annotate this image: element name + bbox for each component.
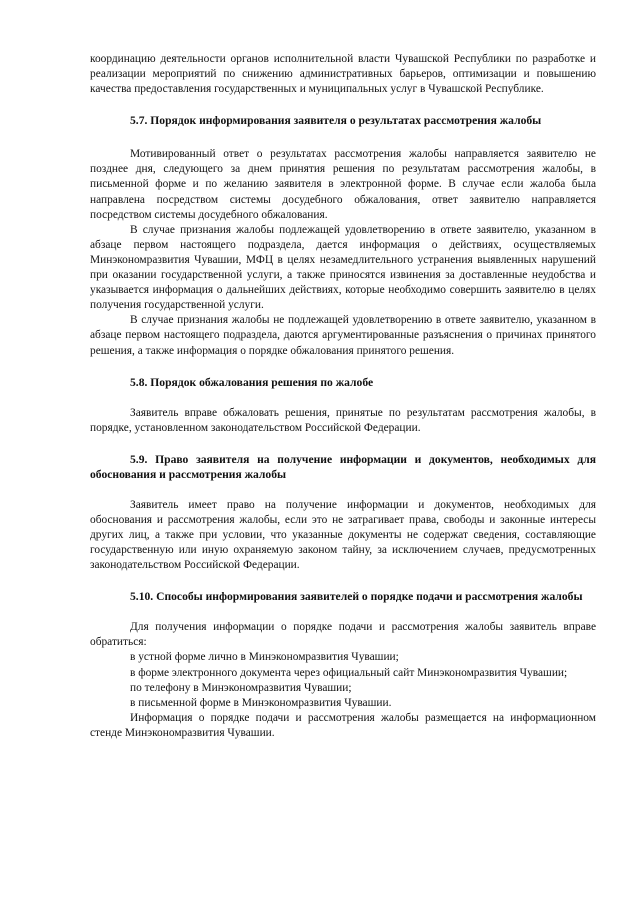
document-page: [90, 52, 596, 741]
section-5-7-paragraph-2: В случае признания жалобы подлежащей удовлетворению в ответе заявителю, указанном в абзаце первом настоящего подраздела, дается информация о действиях, осуществляемых Минэкономразвития Чувашии, МФЦ в целях незамедлительного устранения выявленных нарушений при оказании государственной услуги, а также приносятся извинения за доставленные неудобства и указывается информация о дальнейших действиях, которые необходимо совершить заявителю в целях получения государственной услуги.: [90, 223, 596, 312]
section-5-9-heading: 5.9. Право заявителя на получение информации и документов, необходимых для обоснования и рассмотрения жалобы: [90, 452, 596, 481]
section-5-10-paragraph-1: Для получения информации о порядке подачи и рассмотрения жалобы заявитель вправе обратиться:: [90, 621, 596, 649]
list-item: по телефону в Минэкономразвития Чувашии;: [130, 681, 352, 694]
section-5-8-paragraph-1: Заявитель вправе обжаловать решения, принятые по результатам рассмотрения жалобы, в порядке, установленном законодательством Российской Федерации.: [90, 406, 596, 434]
list-item: в устной форме лично в Минэкономразвития Чувашии;: [130, 651, 399, 664]
section-5-8-heading: 5.8. Порядок обжалования решения по жалобе: [130, 375, 374, 389]
section-5-9-paragraph-1: Заявитель имеет право на получение информации и документов, необходимых для обоснования и рассмотрения жалобы, если это не затрагивает права, свободы и законные интересы других лиц, а также при условии, что указанные документы не содержат сведения, составляющие государственную или иную охраняемую законом тайну, за исключением случаев, предусмотренных законодательством Российской Федерации.: [90, 498, 596, 572]
section-5-7-heading: 5.7. Порядок информирования заявителя о результатах рассмотрения жалобы: [130, 114, 542, 128]
list-item: в форме электронного документа через официальный сайт Минэкономразвития Чувашии;: [130, 666, 568, 679]
section-5-7-paragraph-3: В случае признания жалобы не подлежащей удовлетворению в ответе заявителю, указанном в абзаце первом настоящего подраздела, даются аргументированные разъяснения о причинах принятого решения, а также информация о порядке обжалования принятого решения.: [90, 314, 596, 357]
list-item: в письменной форме в Минэкономразвития Чувашии.: [130, 696, 392, 709]
section-5-10-heading: 5.10. Способы информирования заявителей о порядке подачи и рассмотрения жалобы: [130, 590, 583, 604]
section-5-7-paragraph-1: Мотивированный ответ о результатах рассмотрения жалобы направляется заявителю не позднее дня, следующего за днем принятия решения по результатам рассмотрения жалобы, в письменной форме и по желанию заявителя в электронной форме. В случае если жалоба была направлена посредством системы досудебного обжалования, ответ заявителю направляется посредством системы досудебного обжалования.: [90, 148, 596, 221]
section-5-10-paragraph-2: Информация о порядке подачи и рассмотрения жалобы размещается на информационном стенде Минэкономразвития Чувашии.: [90, 711, 596, 739]
intro-paragraph: координацию деятельности органов исполнительной власти Чувашской Республики по разработке и реализации мероприятий по снижению административных барьеров, оптимизации и повышению качества предоставления государственных и муниципальных услуг в Чувашской Республике.: [90, 53, 596, 96]
